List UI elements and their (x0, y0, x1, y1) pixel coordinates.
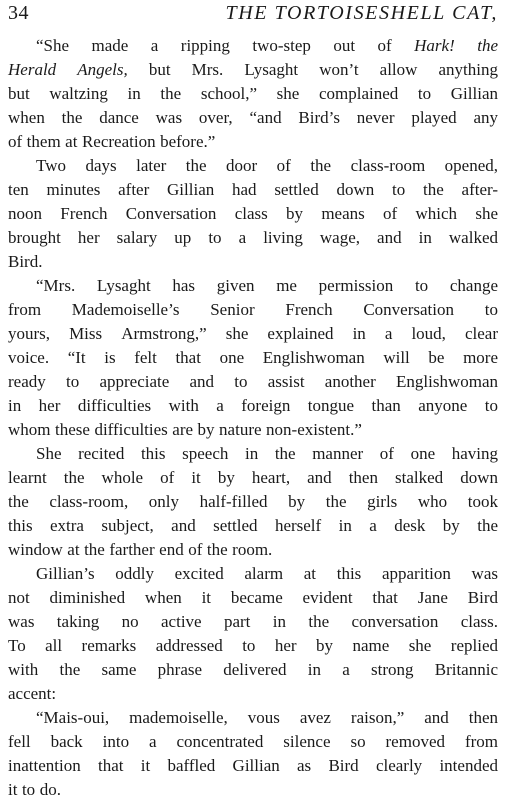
word: won’t (319, 60, 359, 79)
word: Herald (8, 60, 57, 79)
text-line (0, 322, 506, 346)
word: in (338, 516, 352, 535)
word: by (442, 516, 460, 535)
word: of (379, 444, 394, 463)
word: manner (312, 444, 364, 463)
word: farther (109, 540, 155, 559)
word: appreciate (99, 372, 170, 391)
word: ten (8, 180, 29, 199)
word: Gillian’s (36, 564, 95, 583)
word: oddly (115, 564, 154, 583)
word: having (451, 444, 498, 463)
word: another (324, 372, 376, 391)
word: by (288, 492, 306, 511)
word: to (392, 180, 406, 199)
word: days (85, 156, 117, 175)
word: heart, (251, 468, 291, 487)
word: she (408, 636, 432, 655)
word: “She (36, 36, 70, 55)
word: out (333, 36, 356, 55)
word: brought (8, 228, 61, 247)
word: part (223, 612, 251, 631)
word: the (274, 444, 296, 463)
word: of (160, 468, 175, 487)
word: anything (438, 60, 498, 79)
word: all (45, 636, 63, 655)
word: extra (49, 516, 84, 535)
word: permission (318, 276, 394, 295)
word: Bird’s (298, 108, 340, 127)
text-line (0, 682, 506, 706)
word: concentrated (176, 732, 264, 751)
word: vous (247, 708, 280, 727)
word: the (325, 492, 347, 511)
text-line (0, 178, 506, 202)
word: settled (213, 516, 258, 535)
word: the (308, 612, 330, 631)
word: in (307, 660, 321, 679)
word: a (342, 660, 350, 679)
word: which (415, 204, 458, 223)
word: back (50, 732, 83, 751)
word: over, (198, 108, 233, 127)
word: learnt (8, 468, 47, 487)
word: mademoiselle, (129, 708, 228, 727)
text-line (0, 706, 506, 730)
word: same (101, 660, 137, 679)
word: a (149, 732, 157, 751)
word: but (8, 84, 30, 103)
word: into (102, 732, 130, 751)
word: down (460, 468, 498, 487)
word: means (321, 204, 365, 223)
word: Jane (417, 588, 448, 607)
word: “It (67, 348, 86, 367)
word: avez (299, 708, 331, 727)
word: that (97, 756, 124, 775)
text-line (0, 346, 506, 370)
word: do. (39, 780, 61, 799)
word: name (352, 636, 390, 655)
word: intended (439, 756, 498, 775)
word: girls (367, 492, 398, 511)
word: in (244, 444, 259, 463)
word: these (55, 420, 90, 439)
word: it (8, 780, 18, 799)
word: ready (8, 372, 46, 391)
word: and (171, 516, 196, 535)
word: it (201, 588, 212, 607)
word: class. (460, 612, 498, 631)
word: evident (302, 588, 353, 607)
text-line (0, 130, 506, 154)
word: only (148, 492, 180, 511)
word: the (84, 540, 105, 559)
word: explained (267, 324, 334, 343)
word: a (216, 396, 224, 415)
word: never (356, 108, 395, 127)
word: Lysaght (96, 276, 151, 295)
word: herself (274, 516, 322, 535)
text-line (0, 298, 506, 322)
word: in (272, 612, 286, 631)
word: Mrs. (191, 60, 224, 79)
word: door (226, 156, 258, 175)
word: inattention (8, 756, 81, 775)
word: conversation (351, 612, 439, 631)
word: half-filled (199, 492, 268, 511)
word: “Mais-oui, (36, 708, 110, 727)
word: Gillian (450, 84, 498, 103)
word: dance (99, 108, 139, 127)
word: phrase (157, 660, 203, 679)
word: with (168, 396, 199, 415)
word: recited (78, 444, 125, 463)
word: by (316, 636, 334, 655)
text-line (0, 250, 506, 274)
word: alarm (244, 564, 284, 583)
word: waltzing (49, 84, 108, 103)
word: assist (267, 372, 305, 391)
word: given (216, 276, 255, 295)
word: to (414, 276, 429, 295)
word: Armstrong,” (121, 324, 207, 343)
word: raison,” (350, 708, 405, 727)
word: She (36, 444, 62, 463)
word: living (263, 228, 303, 247)
text-line (0, 778, 506, 802)
word: diminished (49, 588, 126, 607)
word: to (65, 372, 80, 391)
word: then (468, 708, 498, 727)
word: strong (371, 660, 414, 679)
word: replied (450, 636, 498, 655)
word: room. (232, 540, 273, 559)
word: with (8, 660, 39, 679)
word: so (350, 732, 366, 751)
word: of (188, 540, 203, 559)
word: in (418, 228, 432, 247)
word: speech (182, 444, 229, 463)
text-line (0, 514, 506, 538)
word: removed (385, 732, 445, 751)
word: me (276, 276, 297, 295)
word: a (238, 228, 247, 247)
word: of (377, 36, 392, 55)
word: and (307, 468, 332, 487)
word: foreign (241, 396, 291, 415)
word: active (161, 612, 202, 631)
text-line (0, 634, 506, 658)
word: school,” (200, 84, 258, 103)
word: two-step (252, 36, 311, 55)
word: them (26, 132, 61, 151)
text-line (0, 658, 506, 682)
text-line (0, 370, 506, 394)
word: the (310, 156, 332, 175)
word: class-room, (49, 492, 129, 511)
word: clear (464, 324, 498, 343)
word: Angels, (77, 60, 128, 79)
word: baffled (167, 756, 216, 775)
word: to (242, 636, 256, 655)
word: Lysaght (244, 60, 299, 79)
word: she (475, 204, 498, 223)
word: to (484, 300, 498, 319)
text-line (0, 274, 506, 298)
word: the (477, 516, 498, 535)
word: from (8, 300, 42, 319)
text-line (0, 202, 506, 226)
text-line (0, 466, 506, 490)
word: was (155, 108, 183, 127)
word: accent: (8, 684, 57, 703)
word: voice. (8, 348, 50, 367)
word: at (303, 564, 317, 583)
word: Bird (328, 756, 359, 775)
word: fell (8, 732, 31, 751)
word: ripping (180, 36, 230, 55)
word: end (159, 540, 184, 559)
word: Miss (69, 324, 103, 343)
word: “Mrs. (36, 276, 76, 295)
word: after- (461, 180, 498, 199)
text-line (0, 562, 506, 586)
word: then (348, 468, 378, 487)
word: wage, (319, 228, 361, 247)
word: loud, (411, 324, 446, 343)
text-line (0, 442, 506, 466)
word: who (417, 492, 448, 511)
word: up (174, 228, 192, 247)
word: apparition (381, 564, 451, 583)
word: from (464, 732, 498, 751)
word: not (8, 588, 30, 607)
word: and (424, 708, 449, 727)
word: are (172, 420, 194, 439)
word: later (136, 156, 167, 175)
word: subject, (101, 516, 154, 535)
word: this (140, 444, 166, 463)
word: the (422, 180, 444, 199)
word: a (369, 516, 377, 535)
word: Englishwoman (396, 372, 498, 391)
word: but (148, 60, 171, 79)
word: complained (318, 84, 399, 103)
word: she (276, 84, 300, 103)
word: Bird (467, 588, 498, 607)
word: the (8, 492, 29, 511)
word: down (336, 180, 375, 199)
word: a (384, 324, 393, 343)
word: taking (56, 612, 100, 631)
word: silence (283, 732, 331, 751)
page-number: 34 (8, 2, 29, 24)
word: one (410, 444, 436, 463)
word: desk (394, 516, 426, 535)
word: her (274, 636, 297, 655)
word: whom (8, 420, 51, 439)
text-line (0, 82, 506, 106)
word: allow (379, 60, 418, 79)
word: in (352, 324, 366, 343)
word: Britannic (434, 660, 498, 679)
word: Bird. (8, 252, 43, 271)
word: change (449, 276, 498, 295)
word: anyone (418, 396, 468, 415)
word: noon (8, 204, 42, 223)
word: the (59, 660, 81, 679)
word: the (63, 468, 85, 487)
text-line (0, 586, 506, 610)
word: after (118, 180, 150, 199)
word: the (185, 156, 207, 175)
word: To (8, 636, 26, 655)
word: by (197, 420, 215, 439)
word: as (297, 756, 312, 775)
word: whole (101, 468, 144, 487)
word: Two (36, 156, 66, 175)
word: Gillian (232, 756, 280, 775)
word: nature (219, 420, 262, 439)
word: when (8, 108, 45, 127)
word: Hark! (414, 36, 455, 55)
word: to (417, 84, 432, 103)
word: Recreation (81, 132, 156, 151)
word: that (372, 588, 398, 607)
word: to (234, 372, 248, 391)
word: had (232, 180, 257, 199)
word: at (67, 540, 80, 559)
word: the (206, 540, 228, 559)
word: of (8, 132, 23, 151)
text-line (0, 394, 506, 418)
word: no (121, 612, 139, 631)
word: Conversation (125, 204, 217, 223)
word: French (285, 300, 333, 319)
word: that (175, 348, 201, 367)
word: in (127, 84, 141, 103)
word: became (230, 588, 283, 607)
word: to (484, 396, 498, 415)
word: stalked (395, 468, 444, 487)
word: made (91, 36, 129, 55)
running-header (8, 2, 498, 30)
word: clearly (375, 756, 423, 775)
text-line (0, 106, 506, 130)
word: took (467, 492, 498, 511)
word: her (77, 228, 100, 247)
word: difficulties (94, 420, 168, 439)
word: and (377, 228, 402, 247)
word: one (219, 348, 245, 367)
word: any (473, 108, 498, 127)
word: played (411, 108, 457, 127)
word: a (150, 36, 159, 55)
text-line (0, 610, 506, 634)
word: by (217, 468, 235, 487)
text-line (0, 490, 506, 514)
word: in (8, 396, 22, 415)
word: Gillian (167, 180, 215, 199)
word: when (144, 588, 182, 607)
word: to (21, 780, 36, 799)
word: is (104, 348, 116, 367)
word: yours, (8, 324, 51, 343)
text-line (0, 538, 506, 562)
word: will (383, 348, 410, 367)
word: class (234, 204, 268, 223)
word: tongue (307, 396, 355, 415)
word: Mademoiselle’s (71, 300, 180, 319)
word: more (463, 348, 498, 367)
word: felt (134, 348, 157, 367)
word: be (428, 348, 445, 367)
word: remarks (81, 636, 137, 655)
word: before.” (160, 132, 216, 151)
running-title: THE TORTOISESHELL CAT, (225, 2, 498, 24)
text-line (0, 34, 506, 58)
word: it (191, 468, 201, 487)
word: than (371, 396, 401, 415)
word: it (140, 756, 151, 775)
word: this (8, 516, 33, 535)
word: excited (174, 564, 224, 583)
word: addressed (155, 636, 223, 655)
word: window (8, 540, 63, 559)
word: walked (448, 228, 498, 247)
word: the (160, 84, 182, 103)
word: Conversation (363, 300, 454, 319)
word: salary (116, 228, 158, 247)
word: to (208, 228, 222, 247)
text-line (0, 754, 506, 778)
word: was (471, 564, 498, 583)
word: Englishwoman (262, 348, 365, 367)
word: delivered (223, 660, 287, 679)
word: settled (274, 180, 319, 199)
word: difficulties (77, 396, 152, 415)
word: the (61, 108, 83, 127)
text-line (0, 58, 506, 82)
word: was (8, 612, 35, 631)
word: opened, (444, 156, 498, 175)
word: has (172, 276, 196, 295)
word: by (286, 204, 304, 223)
word: the (477, 36, 498, 55)
word: non-existent.” (266, 420, 362, 439)
word: at (65, 132, 78, 151)
word: and (189, 372, 215, 391)
word: minutes (46, 180, 101, 199)
text-line (0, 418, 506, 442)
word: she (225, 324, 249, 343)
word: this (336, 564, 362, 583)
word: class-room (350, 156, 426, 175)
text-line (0, 730, 506, 754)
word: of (383, 204, 398, 223)
word: her (38, 396, 61, 415)
word: of (276, 156, 291, 175)
text-line (0, 154, 506, 178)
word: Senior (210, 300, 255, 319)
text-line (0, 226, 506, 250)
word: French (60, 204, 108, 223)
word: “and (249, 108, 282, 127)
